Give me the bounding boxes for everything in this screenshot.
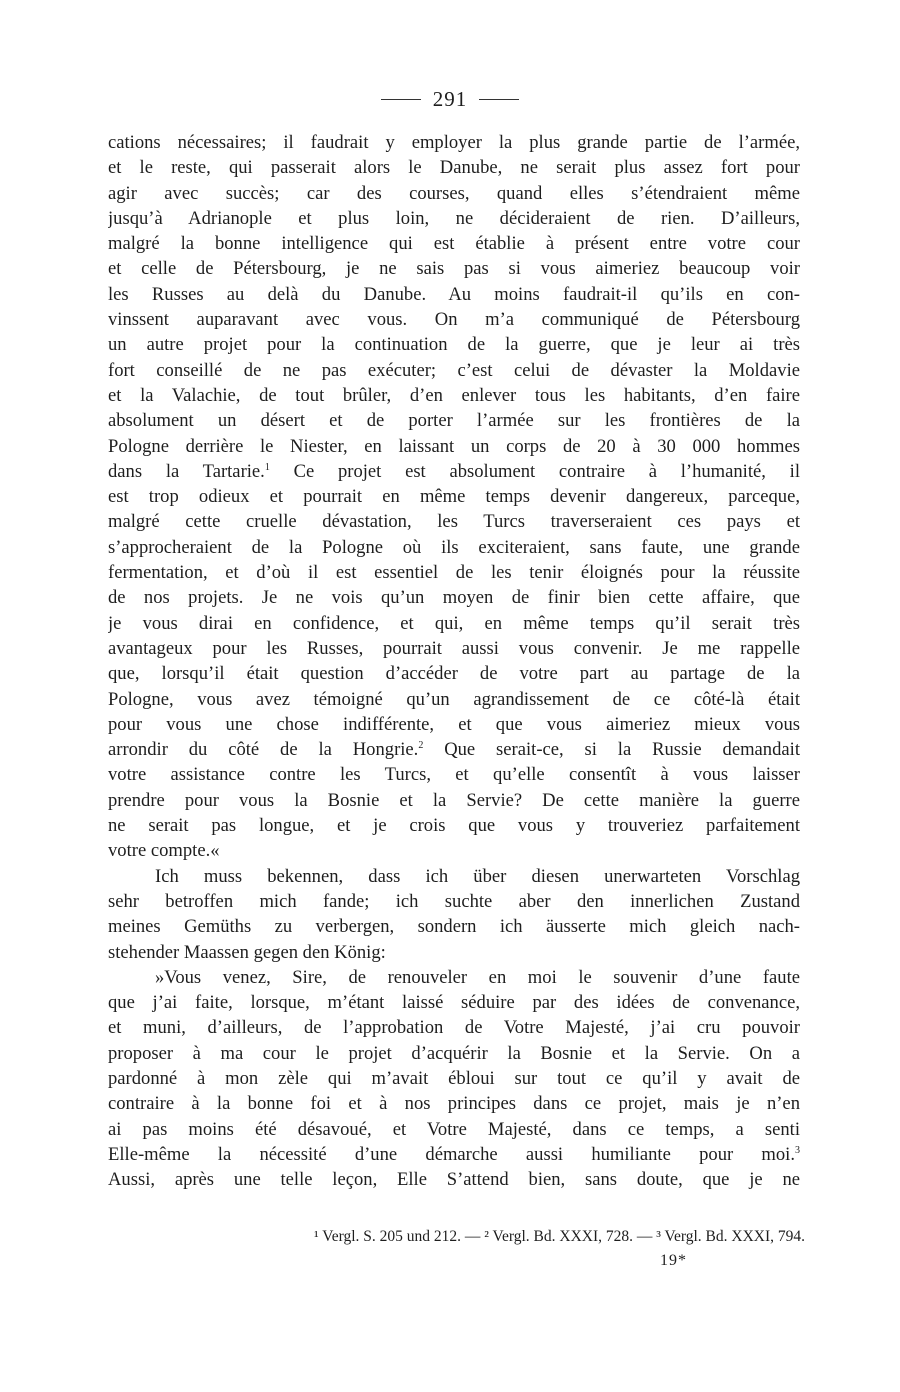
line-text: que, lorsqu’il était question d’accéder de votre part au partage de la [108, 663, 800, 685]
footnote-marker: 3 [795, 1144, 800, 1156]
text-line [108, 181, 800, 206]
text-line [108, 636, 800, 661]
text-line [108, 737, 800, 762]
line-text: les Russes au delà du Danube. Au moins faudrait-il qu’ils en con- [108, 283, 800, 305]
line-text: jusqu’à Adrianople et plus loin, ne décideraient de rien. D’ailleurs, [108, 207, 800, 229]
line-text: et celle de Pétersbourg, je ne sais pas si vous aimeriez beaucoup voir [108, 258, 800, 280]
line-text: stehender Maassen gegen den König: [108, 941, 386, 963]
line-text: Pologne, vous avez témoigné qu’un agrandissement de ce côté-là était [108, 688, 800, 710]
text-line [108, 332, 800, 357]
line-text: Aussi, après une telle leçon, Elle S’attend bien, sans doute, que je ne [108, 1169, 800, 1191]
line-text: avantageux pour les Russes, pourrait aussi vous convenir. Je me rappelle [108, 637, 800, 659]
line-text: absolument un désert et de porter l’armée sur les frontières de la [108, 410, 800, 432]
text-line [108, 661, 800, 686]
footnotes: ¹ Vergl. S. 205 und 212. — ² Vergl. Bd. XXXI, 728. — ³ Vergl. Bd. XXXI, 794. [313, 1228, 805, 1245]
text-line [108, 408, 800, 433]
line-text: s’approcheraient de la Pologne où ils exciteraient, sans faute, une grande [108, 536, 800, 558]
text-line [108, 813, 800, 838]
line-text: contraire à la bonne foi et à nos principes dans ce projet, mais je n’en [108, 1093, 800, 1115]
line-text: je vous dirai en confidence, et qui, en même temps qu’il serait très [108, 612, 800, 634]
text-line [108, 307, 800, 332]
text-line [108, 155, 800, 180]
line-text: de nos projets. Je ne vois qu’un moyen de finir bien cette affaire, que [108, 587, 800, 609]
text-line [108, 990, 800, 1015]
text-line [108, 206, 800, 231]
line-text: meines Gemüths zu verbergen, sondern ich äusserte mich gleich nach- [108, 916, 800, 938]
text-line [108, 1015, 800, 1040]
text-line [108, 1167, 800, 1192]
header-dash-left [381, 99, 421, 100]
footnote-marker: 1 [264, 461, 270, 473]
line-text: agir avec succès; car des courses, quand elles s’étendraient même [108, 182, 800, 204]
text-line [108, 914, 800, 939]
text-line [108, 256, 800, 281]
text-line [108, 1091, 800, 1116]
line-text: et la Valachie, de tout brûler, d’en enlever tous les habitants, d’en faire [108, 384, 800, 406]
line-text: malgré la bonne intelligence qui est établie à présent entre votre cour [108, 233, 800, 255]
text-line [108, 560, 800, 585]
line-text: ne serait pas longue, et je crois que vous y trouveriez parfaitement [108, 815, 800, 837]
page-header [0, 84, 900, 114]
text-line [108, 484, 800, 509]
line-text: que j’ai faite, lorsque, m’étant laissé séduire par des idées de convenance, [108, 992, 800, 1014]
line-text: et muni, d’ailleurs, de l’approbation de Votre Majesté, j’ai cru pouvoir [108, 1017, 800, 1039]
text-line [108, 864, 800, 889]
text-line [108, 509, 800, 534]
text-line [108, 788, 800, 813]
line-text: cations nécessaires; il faudrait y employer la plus grande partie de l’armée, [108, 132, 800, 153]
text-line [108, 535, 800, 560]
body-text [108, 130, 800, 1192]
line-text-continued: Ce projet est absolument contraire à l’humanité, il [269, 460, 800, 482]
line-text: pardonné à mon zèle qui m’avait ébloui sur tout ce qu’il y avait de [108, 1067, 800, 1089]
line-text: votre assistance contre les Turcs, et qu’elle consentît à vous laisser [108, 764, 800, 786]
text-line [108, 1142, 800, 1167]
line-text: Pologne derrière le Niester, en laissant un corps de 20 à 30 000 hommes [108, 435, 800, 457]
text-line [108, 1117, 800, 1142]
line-text: arrondir du côté de la Hongrie. [108, 739, 419, 761]
text-line [108, 712, 800, 737]
page-number: 291 [432, 86, 468, 111]
text-line [108, 383, 800, 408]
text-line [108, 358, 800, 383]
line-text: Ich muss bekennen, dass ich über diesen unerwarteten Vorschlag [155, 865, 800, 887]
line-text: sehr betroffen mich fande; ich suchte aber den innerlichen Zustand [108, 890, 800, 912]
line-text: fermentation, et d’où il est essentiel de les tenir éloignés pour la réussite [108, 562, 800, 584]
header-dash-right [479, 99, 519, 100]
line-text-continued: Que serait-ce, si la Russie demandait [423, 739, 800, 761]
text-line [108, 1066, 800, 1091]
line-text: est trop odieux et pourrait en même temps devenir dangereux, parceque, [108, 486, 800, 508]
text-line [108, 687, 800, 712]
text-line [108, 130, 800, 155]
line-text: et le reste, qui passerait alors le Danube, ne serait plus assez fort pour [108, 157, 800, 179]
footnote-marker: 2 [418, 739, 424, 751]
text-line [108, 231, 800, 256]
line-text: Elle-même la nécessité d’une démarche aussi humiliante pour moi. [108, 1143, 795, 1165]
sheet-signature: 19* [660, 1252, 687, 1269]
line-text: un autre projet pour la continuation de la guerre, que je leur ai très [108, 334, 800, 356]
line-text: malgré cette cruelle dévastation, les Turcs traverseraient ces pays et [108, 511, 800, 533]
text-line [108, 889, 800, 914]
text-line [108, 965, 800, 990]
text-line [108, 940, 800, 965]
text-line [108, 838, 800, 863]
line-text: vinssent auparavant avec vous. On m’a communiqué de Pétersbourg [108, 309, 800, 331]
line-text: fort conseillé de ne pas exécuter; c’est celui de dévaster la Moldavie [108, 359, 800, 381]
line-text: prendre pour vous la Bosnie et la Servie? De cette manière la guerre [108, 789, 800, 811]
text-line [108, 585, 800, 610]
text-line [108, 762, 800, 787]
text-line [108, 611, 800, 636]
line-text: proposer à ma cour le projet d’acquérir la Bosnie et la Servie. On a [108, 1042, 800, 1064]
line-text: »Vous venez, Sire, de renouveler en moi le souvenir d’une faute [155, 966, 800, 988]
text-line [108, 434, 800, 459]
line-text: dans la Tartarie. [108, 460, 265, 482]
text-line [108, 282, 800, 307]
text-line [108, 1041, 800, 1066]
line-text: votre compte.« [108, 840, 220, 862]
line-text: ai pas moins été désavoué, et Votre Majesté, dans ce temps, a senti [108, 1118, 800, 1140]
line-text: pour vous une chose indifférente, et que vous aimeriez mieux vous [108, 713, 800, 735]
text-line [108, 459, 800, 484]
